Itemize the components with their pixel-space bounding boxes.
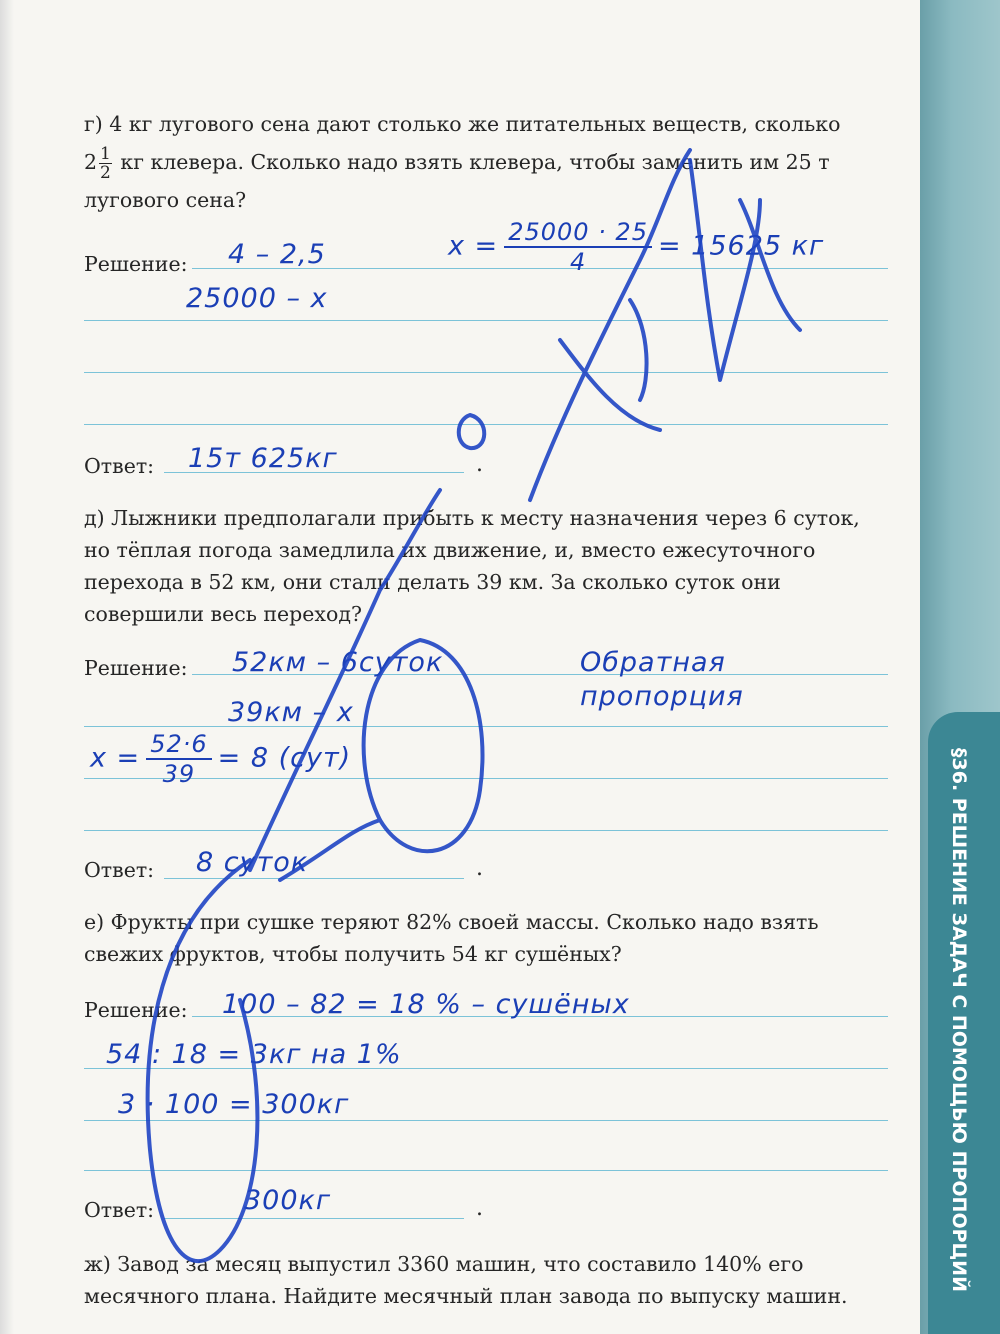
fraction-one-half: $\frac{1}{2}$ [100, 144, 111, 183]
problem-g-line2 [84, 140, 902, 184]
problem-e-line1: е) Фрукты при сушке теряют 82% своей массы. Сколько надо взять [84, 910, 819, 934]
hw-d-line2: 39км – x [228, 697, 354, 728]
hw-d-answer: 8 суток [196, 847, 309, 878]
page-fold-shadow [0, 0, 14, 1334]
problem-zh-text [84, 1248, 902, 1312]
answer-line [164, 878, 464, 879]
answer-label-d: Ответ: [84, 858, 155, 882]
problem-zh-line2: месячного плана. Найдите месячный план завода по выпуску машин. [84, 1284, 848, 1308]
problem-e-line2: свежих фруктов, чтобы получить 54 кг сушёных? [84, 942, 622, 966]
answer-label-g: Ответ: [84, 454, 155, 478]
hw-g-line2: 25000 – x [186, 283, 328, 314]
mixed-number-whole: 2 [84, 150, 98, 174]
hw-e-answer: 300кг [244, 1185, 332, 1216]
problem-d-line1: д) Лыжники предполагали прибыть к месту назначения через 6 суток, [84, 506, 860, 530]
problem-g-line1: г) 4 кг лугового сена дают столько же питательных веществ, сколько [84, 112, 841, 136]
hw-g-formula: x = $\frac{25000 \cdot 25}{4}$ = 15625 кг [448, 218, 825, 276]
problem-g-line2-rest: кг клевера. Сколько надо взять клевера, чтобы заменить им 25 т [113, 150, 830, 174]
problem-d-text [84, 502, 902, 630]
hw-d-note2: пропорция [580, 681, 744, 712]
solution-label-g: Решение: [84, 252, 188, 276]
answer-period: . [476, 452, 483, 477]
hw-g-line1: 4 – 2,5 [228, 239, 326, 270]
scribble-stroke-7 [630, 300, 647, 400]
answer-line [84, 830, 888, 831]
hw-e-line2: 54 : 18 = 3кг на 1% [106, 1039, 402, 1070]
problem-d-line2: но тёплая погода замедлила их движение, и, вместо ежесуточного [84, 538, 816, 562]
answer-line [84, 320, 888, 321]
hw-g-answer: 15т 625кг [188, 443, 338, 474]
hw-e-line1: 100 – 82 = 18 % – сушёных [222, 989, 630, 1020]
answer-line [84, 372, 888, 373]
hw-d-formula: x = $\frac{52\cdot 6}{39}$ = 8 (сут) [90, 730, 352, 788]
hw-e-line3: 3 · 100 = 300кг [118, 1089, 350, 1120]
hw-d-line1: 52км – 6суток [232, 647, 444, 678]
scribble-small-circle [459, 415, 485, 448]
answer-line [84, 1120, 888, 1121]
answer-line [84, 1170, 888, 1171]
answer-line [84, 424, 888, 425]
problem-e-text [84, 906, 902, 970]
answer-line [164, 1218, 464, 1219]
hw-d-note1: Обратная [580, 647, 726, 678]
answer-period: . [476, 1196, 483, 1221]
solution-label-e: Решение: [84, 998, 188, 1022]
problem-g-line3: лугового сена? [84, 188, 247, 212]
answer-line [84, 726, 888, 727]
section-title: §36. РЕШЕНИЕ ЗАДАЧ С ПОМОЩЬЮ ПРОПОРЦИЙ [948, 748, 970, 1292]
answer-period: . [476, 856, 483, 881]
problem-g-text [84, 108, 902, 216]
problem-zh-line1: ж) Завод за месяц выпустил 3360 машин, что составило 140% его [84, 1252, 804, 1276]
solution-label-d: Решение: [84, 656, 188, 680]
answer-label-e: Ответ: [84, 1198, 155, 1222]
problem-d-line3: перехода в 52 км, они стали делать 39 км. За сколько суток они [84, 570, 781, 594]
problem-d-line4: совершили весь переход? [84, 602, 362, 626]
scribble-stroke-2 [560, 340, 660, 430]
